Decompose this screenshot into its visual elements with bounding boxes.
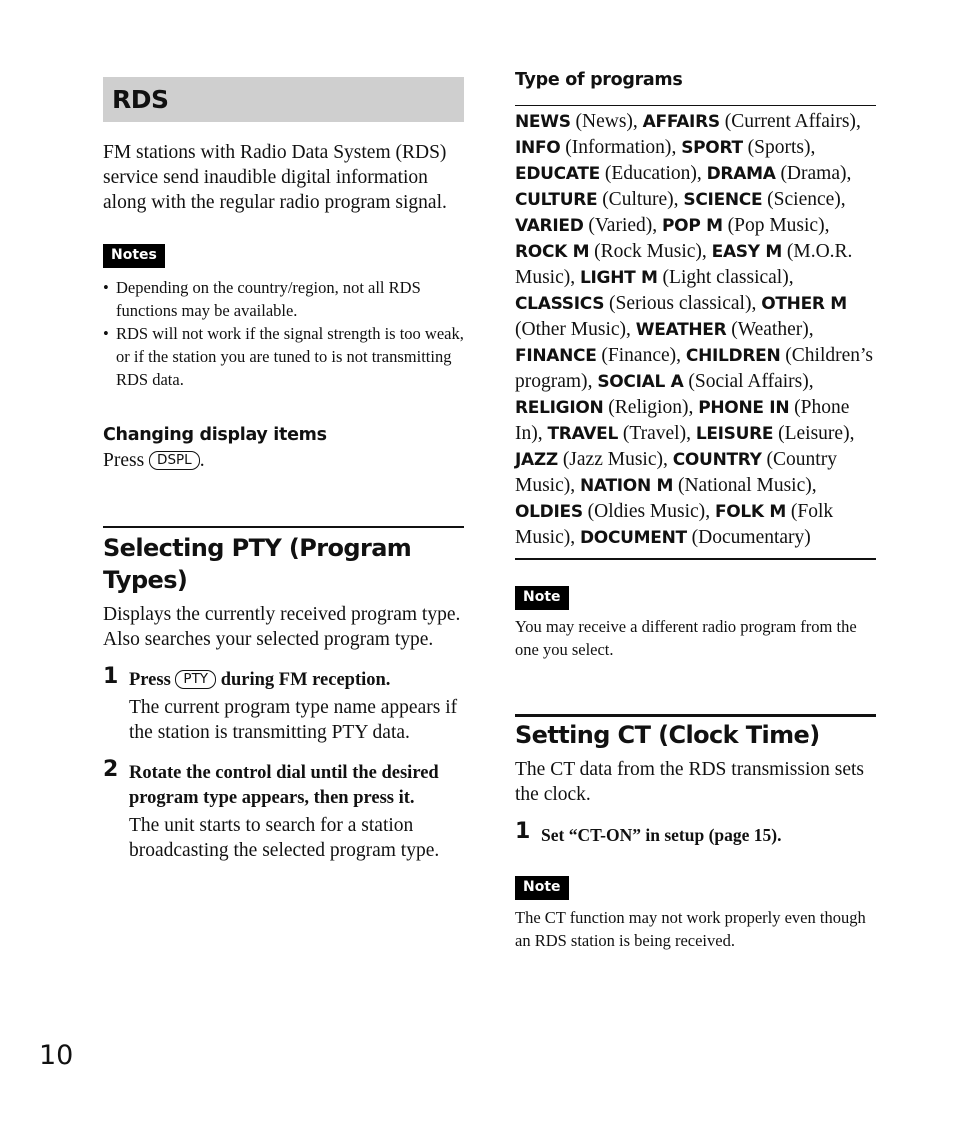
ct-step-1 (515, 819, 876, 848)
step-title-post: during FM reception. (220, 670, 391, 690)
program-code: POP M (662, 216, 723, 236)
ct-section-rule (515, 714, 876, 717)
program-description: (Drama) (780, 163, 847, 184)
notes-block (103, 244, 464, 391)
note-item: • Depending on the country/region, not all RDS functions may be available. (103, 276, 464, 322)
notes-label: Notes (103, 244, 165, 268)
program-description: (Rock Music) (594, 241, 702, 262)
program-code: COUNTRY (672, 450, 762, 470)
program-code: OLDIES (515, 502, 583, 522)
program-code: ROCK M (515, 242, 590, 262)
program-description: (Children’s program) (515, 345, 874, 392)
step-title: Rotate the control dial until the desired program type appears, then press it. (129, 763, 439, 808)
program-description: (Light classical) (662, 267, 789, 288)
program-code: RELIGION (515, 398, 604, 418)
program-code: AFFAIRS (642, 112, 720, 132)
step-number: 2 (103, 757, 119, 782)
ct-intro: The CT data from the RDS transmission sets the clock. (515, 759, 864, 805)
program-description: (Information) (565, 137, 672, 158)
press-period: . (199, 450, 205, 471)
press-dspl-text (103, 448, 464, 473)
program-code: SCIENCE (683, 190, 763, 210)
program-description: (Documentary) (691, 527, 811, 548)
program-description: (Weather) (731, 319, 809, 340)
rds-title-bar (103, 77, 464, 122)
program-description: (Country Music) (515, 449, 837, 496)
program-code: EDUCATE (515, 164, 600, 184)
pty-section-rule (103, 526, 464, 528)
step-title (129, 668, 464, 693)
note-label: Note (515, 876, 569, 900)
program-description: (Pop Music) (727, 215, 825, 236)
program-description: (Religion) (608, 397, 689, 418)
type-of-programs-heading: Type of programs (515, 70, 683, 90)
program-description: (Travel) (622, 423, 687, 444)
program-code: JAZZ (515, 450, 558, 470)
program-types-list: NEWS (News), AFFAIRS (Current Affairs), INFO (Information), SPORT (Sports), EDUCATE (Education), DRAMA (Drama), CULTURE (Culture), SCIENCE (Science), VARIED (Varied), POP M (Pop Music), ROCK M (Rock Music), EASY M (M.O.R. Music), LIGHT M (Light classical), CLASSICS (Serious classical), OTHER M (Other Music), WEATHER (Weather), FINANCE (Finance), CHILDREN (Children’s program), SOCIAL A (Social Affairs), RELIGION (Religion), PHONE IN (Phone In), TRAVEL (Travel), LEISURE (Leisure), JAZZ (Jazz Music), COUNTRY (Country Music), NATION M (National Music), OLDIES (Oldies Music), FOLK M (Folk Music), DOCUMENT (Documentary) (515, 111, 874, 548)
pty-button: PTY (175, 670, 216, 689)
ct-note-block (515, 876, 876, 952)
program-code: CULTURE (515, 190, 598, 210)
ct-heading: Setting CT (Clock Time) (515, 721, 820, 749)
program-description: (Other Music) (515, 319, 627, 340)
program-description: (Current Affairs) (724, 111, 856, 132)
right-column (515, 70, 876, 952)
programs-top-rule (515, 105, 876, 106)
program-code: OTHER M (761, 294, 847, 314)
program-description: (Culture) (602, 189, 674, 210)
program-code: FINANCE (515, 346, 597, 366)
program-code: SOCIAL A (597, 372, 684, 392)
notes-list (103, 276, 464, 391)
rds-intro: FM stations with Radio Data System (RDS) service send inaudible digital information along with the regular radio program signal. (103, 142, 447, 213)
program-code: EASY M (711, 242, 782, 262)
dspl-button: DSPL (149, 451, 200, 470)
program-description: (Finance) (601, 345, 677, 366)
program-code: INFO (515, 138, 561, 158)
program-code: CHILDREN (685, 346, 781, 366)
program-code: SPORT (681, 138, 743, 158)
step-number: 1 (103, 664, 119, 689)
left-column (103, 77, 464, 863)
program-code: FOLK M (714, 502, 787, 522)
program-code: NEWS (515, 112, 571, 132)
program-description: (Science) (767, 189, 841, 210)
program-code: PHONE IN (698, 398, 790, 418)
pty-intro: Displays the currently received program type. Also searches your selected program type. (103, 604, 461, 650)
program-description: (Jazz Music) (562, 449, 663, 470)
program-description: (Sports) (747, 137, 811, 158)
programs-note-text: You may receive a different radio program from the one you select. (515, 617, 857, 659)
program-description: (M.O.R. Music) (515, 241, 853, 288)
step-body: The current program type name appears if the station is transmitting PTY data. (129, 697, 458, 743)
note-label: Note (515, 586, 569, 610)
program-code: VARIED (515, 216, 584, 236)
program-code: WEATHER (635, 320, 727, 340)
page-number: 10 (39, 1040, 74, 1071)
program-description: (News) (575, 111, 633, 132)
program-code: TRAVEL (547, 424, 618, 444)
program-description: (Leisure) (778, 423, 850, 444)
program-code: NATION M (580, 476, 674, 496)
program-description: (Varied) (588, 215, 653, 236)
program-description: (Phone In) (515, 397, 850, 444)
ct-note-text: The CT function may not work properly even though an RDS station is being received. (515, 908, 866, 950)
program-description: (Folk Music) (515, 501, 834, 548)
program-description: (Social Affairs) (688, 371, 809, 392)
program-description: (Education) (604, 163, 697, 184)
rds-title: RDS (112, 85, 169, 114)
step-title: Set “CT-ON” in setup (page 15). (541, 825, 782, 845)
press-label: Press (103, 450, 145, 471)
program-code: LEISURE (695, 424, 774, 444)
programs-bottom-rule (515, 558, 876, 560)
step-number: 1 (515, 819, 531, 844)
program-code: DOCUMENT (580, 528, 687, 548)
program-code: DRAMA (706, 164, 776, 184)
program-code: LIGHT M (580, 268, 658, 288)
pty-heading: Selecting PTY (Program Types) (103, 534, 412, 594)
step-title-pre: Press (129, 670, 171, 690)
step-body: The unit starts to search for a station broadcasting the selected program type. (129, 815, 440, 861)
pty-step-2 (103, 757, 464, 863)
pty-step-1 (103, 664, 464, 745)
program-description: (National Music) (677, 475, 812, 496)
programs-note-block (515, 586, 876, 661)
program-code: CLASSICS (515, 294, 605, 314)
note-item: • RDS will not work if the signal strength is too weak, or if the station you are tuned to is not transmitting RDS data. (103, 322, 464, 391)
program-description: (Serious classical) (609, 293, 752, 314)
changing-display-heading: Changing display items (103, 425, 327, 445)
program-description: (Oldies Music) (587, 501, 706, 522)
